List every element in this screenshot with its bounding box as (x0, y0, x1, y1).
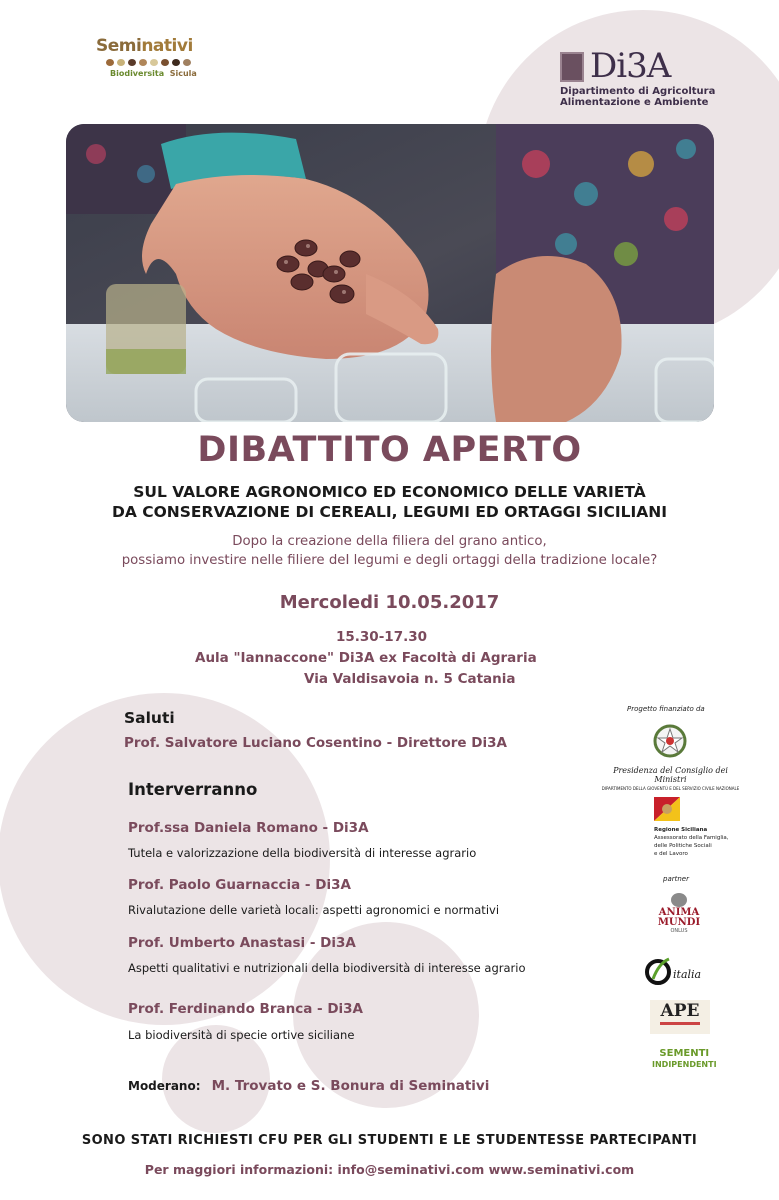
oitalia-logo: italia (645, 955, 705, 987)
saluti-label: Saluti (124, 709, 175, 727)
topic-1: Tutela e valorizzazione della biodiversità di interesse agrario (128, 846, 477, 860)
regione-logo: Regione Siciliana Assessorato della Famiglia, delle Politiche Sociali e del Lavoro (654, 827, 729, 857)
hero-photo (66, 124, 714, 422)
funded-by-label: Progetto finanziato da (627, 705, 705, 713)
topic-3: Aspetti qualitativi e nutrizionali della biodiversità di interesse agrario (128, 961, 526, 975)
speaker-1: Prof.ssa Daniela Romano - Di3A (128, 820, 369, 836)
subtitle-line-2: DA CONSERVAZIONE DI CEREALI, LEGUMI ED ORTAGGI SICILIANI (111, 503, 668, 521)
ape-logo: APE (650, 1000, 710, 1034)
moderators (128, 1075, 489, 1094)
event-venue: Aula "Iannaccone" Di3A ex Facoltà di Agraria (195, 650, 537, 666)
anima-mundi-logo: ANIMA MUNDI ONLUS (655, 893, 703, 934)
event-question (0, 532, 779, 570)
moderators-label: Moderano: (128, 1079, 201, 1093)
globe-icon (671, 893, 687, 907)
speaker-3: Prof. Umberto Anastasi - Di3A (128, 935, 356, 951)
speaker-2: Prof. Paolo Guarnaccia - Di3A (128, 877, 351, 893)
italian-republic-emblem-icon (653, 724, 687, 758)
sementi-indipendenti-logo: SEMENTI INDIPENDENTI (652, 1048, 717, 1069)
question-line-2: possiamo investire nelle filiere deI legumi e degli ortaggi della tradizione locale? (121, 553, 658, 568)
cfu-notice: SONO STATI RICHIESTI CFU PER GLI STUDENTI E LE STUDENTESSE PARTECIPANTI (81, 1133, 698, 1148)
university-seal-icon (560, 52, 584, 82)
saluti-speaker: Prof. Salvatore Luciano Cosentino - Direttore Di3A (124, 735, 507, 751)
interventions-label: Interverranno (128, 780, 258, 799)
event-date: Mercoledi 10.05.2017 (279, 592, 500, 613)
topic-2: Rivalutazione delle varietà locali: aspetti agronomici e normativi (128, 903, 500, 917)
partner-label: partner (663, 875, 689, 883)
hand-with-beans-image (66, 124, 714, 422)
event-title: DIBATTITO APERTO (197, 430, 582, 470)
moderators-names: M. Trovato e S. Bonura di Seminativi (211, 1078, 490, 1094)
speaker-4: Prof. Ferdinando Branca - Di3A (128, 1001, 363, 1017)
event-address: Via Valdisavoia n. 5 Catania (304, 671, 516, 687)
sicily-flag-icon (654, 797, 680, 821)
subtitle-line-1: SUL VALORE AGRONOMICO ED ECONOMICO DELLE VARIETÀ (133, 483, 646, 501)
event-time: 15.30-17.30 (336, 629, 428, 645)
topic-4: La biodiversità di specie ortive siciliane (128, 1028, 355, 1042)
event-subtitle (0, 482, 779, 522)
seminativi-logo: Seminativi Biodiversita Sicula (96, 36, 206, 78)
di3a-subtitle: Dipartimento di Agricoltura Alimentazione e Ambiente (560, 86, 716, 108)
presidenza-logo: Presidenza del Consiglio dei Ministri DIPARTIMENTO DELLA GIOVENTÙ E DEL SERVIZIO CIVILE NAZIONALE (601, 766, 740, 791)
seeds-icon (106, 59, 206, 66)
question-line-1: Dopo la creazione della filiera del grano antico, (232, 534, 547, 549)
contact-info[interactable]: Per maggiori informazioni: info@seminativi.com www.seminativi.com (144, 1162, 635, 1177)
